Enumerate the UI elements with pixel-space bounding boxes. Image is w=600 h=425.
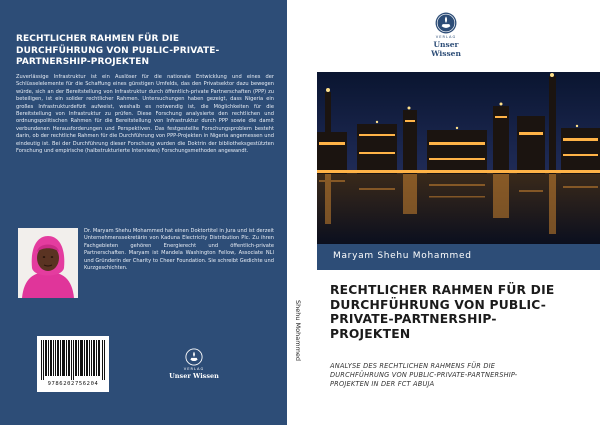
- front-cover-subtitle: [330, 362, 595, 390]
- publisher-name: Unser Wissen: [169, 372, 219, 380]
- front-subtitle-line: ANALYSE DES RECHTLICHEN RAHMENS FÜR DIE: [330, 362, 496, 370]
- author-portrait-photo: [18, 228, 78, 298]
- front-publisher-logo: [418, 12, 474, 58]
- front-subtitle-line: PROJEKTEN IN DER FCT ABUJA: [330, 380, 435, 389]
- front-cover-title: [330, 283, 595, 341]
- back-title-line: DURCHFÜHRUNG VON PUBLIC-PRIVATE-: [16, 45, 220, 56]
- front-title-line: DURCHFÜHRUNG VON PUBLIC-: [330, 297, 547, 312]
- publisher-verlag: VERLAG: [435, 35, 457, 39]
- barcode-icon: [41, 340, 105, 380]
- lamp-emblem-icon: [435, 12, 457, 34]
- back-title-line: RECHTLICHER RAHMEN FÜR DIE: [16, 34, 180, 44]
- front-title-line: PROJEKTEN: [330, 326, 411, 341]
- spine: [287, 0, 315, 425]
- publisher-name: Unser Wissen: [431, 40, 461, 58]
- industrial-plant-night-photo: [317, 72, 600, 244]
- barcode: [37, 336, 109, 392]
- back-cover-title: [16, 34, 276, 69]
- lamp-emblem-icon: [185, 348, 203, 366]
- front-subtitle-line: DURCHFÜHRUNG VON PUBLIC-PRIVATE-PARTNERSHIP-: [330, 371, 518, 380]
- front-title-line: RECHTLICHER RAHMEN FÜR DIE: [330, 283, 555, 297]
- back-publisher-logo: [168, 348, 220, 380]
- spine-author: Shehu Mohammed: [294, 300, 302, 362]
- back-cover-abstract: Zuverlässige Infrastruktur ist ein Auslöser für die nationale Entwicklung und eines der Schlüsselelemente für die Schaffung eines günstigen Umfelds, das den Privatsektor dazu bewegen würde, sich an der Bereitstellung von Infrastruktur durch öffentlich-private Partnerschaften (PPP) zu beteiligen, ist ein solider rechtlicher Rahmen. Untersuchungen haben gezeigt, dass Nigeria ein großes Infrastrukturdefizit aufweist, weshalb es notwendig ist, die Möglichkeiten für die Bereitstellung von Infrastruktur zu prüfen. Diese Forschung analysierte den rechtlichen und ordnungspolitischen Rahmen für die Bereitstellung von Infrastruktur durch PPP sowie die damit verbundenen Herausforderungen und Perspektiven. Das festgestellte Forschungsproblem besteht darin, ob der rechtliche Rahmen für die Durchführung von PPP-Projekten in Nigeria angemessen und eindeutig ist. Bei der Durchführung dieser Forschung wurden die Doktrin der bibliotheksgestützten Forschung und empirische (halbstrukturierte Interviews) Forschungsmethoden angewandt.: [16, 74, 274, 155]
- publisher-verlag: VERLAG: [183, 367, 205, 371]
- front-title-line: PRIVATE-PARTNERSHIP-: [330, 312, 497, 326]
- isbn-number: 9786202756204: [47, 381, 99, 387]
- front-author-name: Maryam Shehu Mohammed: [333, 251, 472, 261]
- author-bio: Dr. Maryam Shehu Mohammed hat einen Doktortitel in Jura und ist derzeit Unternehmenssekretärin von Kaduna Electricity Distribution Plc. Zu ihren Fachgebieten gehören Energierecht und öffentlich-private Partnerschaften. Maryam ist Mandela Washington Fellow, Associate NLI und Gründerin der Charity to Cheer Foundation. Sie schreibt Gedichte und Kurzgeschichten.: [84, 228, 274, 272]
- back-title-line: PARTNERSHIP-PROJEKTEN: [16, 57, 150, 67]
